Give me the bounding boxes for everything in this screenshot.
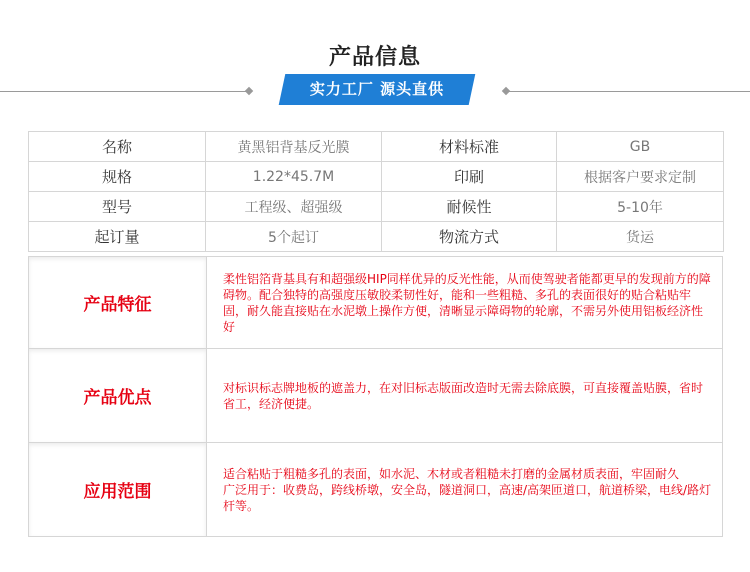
divider-left	[0, 91, 248, 92]
feature-text	[207, 257, 723, 349]
features-table	[28, 256, 723, 537]
spec-value: 货运	[557, 222, 724, 252]
feature-line: 对标识标志牌地板的遮盖力，在对旧标志版面改造时无需去除底膜，可直接覆盖贴膜，省时省工，经济便捷。	[223, 380, 704, 411]
spec-label: 起订量	[29, 222, 206, 252]
spec-label: 材料标准	[382, 132, 557, 162]
table-row	[29, 192, 724, 222]
feature-label: 应用范围	[29, 443, 207, 537]
table-row	[29, 132, 724, 162]
table-row	[29, 222, 724, 252]
diamond-right-icon	[502, 87, 510, 95]
banner-label: 实力工厂 源头直供	[309, 80, 445, 98]
diamond-left-icon	[245, 87, 253, 95]
spec-value: 5-10年	[557, 192, 724, 222]
spec-value: 工程级、超强级	[206, 192, 382, 222]
table-row	[29, 257, 723, 349]
feature-line: 适合粘贴于粗糙多孔的表面，如水泥、木材或者粗糙未打磨的金属材质表面，牢固耐久	[223, 466, 680, 481]
spec-table	[28, 131, 724, 252]
spec-value: 1.22*45.7M	[206, 162, 382, 192]
spec-label: 规格	[29, 162, 206, 192]
feature-label: 产品特征	[29, 257, 207, 349]
spec-label: 物流方式	[382, 222, 557, 252]
feature-line: 柔性铝箔背基具有和超强级HIP同样优异的反光性能，从而使驾驶者能都更早的发现前方的障碍物。配合独特的高强度压敏胶柔韧性好，能和一些粗糙、多孔的表面很好的贴合粘贴牢固，耐久能直接贴在水泥墩上操作方便，清晰显示障碍物的轮廓，不需另外使用铝板经济性好	[223, 271, 711, 334]
spec-value: GB	[557, 132, 724, 162]
spec-label: 型号	[29, 192, 206, 222]
feature-line: 广泛用于：收费岛，跨线桥墩，安全岛，隧道洞口，高速/高架匝道口，航道桥梁，电线/路灯杆等。	[223, 482, 712, 513]
spec-value: 黄黑铝背基反光膜	[206, 132, 382, 162]
spec-value: 根据客户要求定制	[557, 162, 724, 192]
divider-right	[508, 91, 750, 92]
table-row	[29, 162, 724, 192]
spec-value: 5个起订	[206, 222, 382, 252]
feature-label: 产品优点	[29, 349, 207, 443]
page-title: 产品信息	[328, 45, 421, 70]
spec-label: 耐候性	[382, 192, 557, 222]
table-row	[29, 443, 723, 537]
spec-label: 印刷	[382, 162, 557, 192]
feature-text	[207, 349, 723, 443]
spec-label: 名称	[29, 132, 206, 162]
feature-text	[207, 443, 723, 537]
table-row	[29, 349, 723, 443]
